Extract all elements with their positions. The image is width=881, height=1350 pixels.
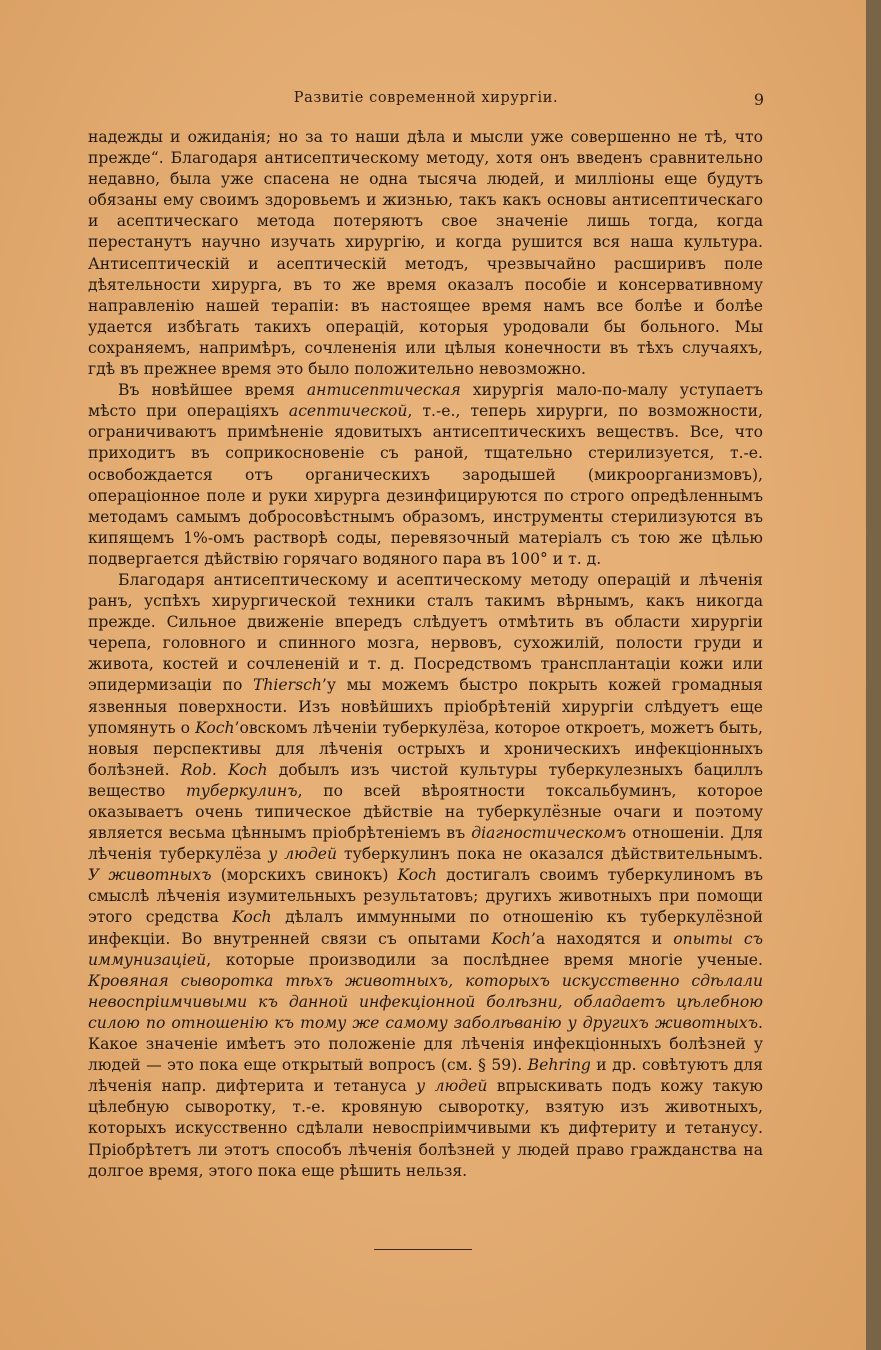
text-run: ’а находятся и [530, 929, 674, 948]
running-title: Развитіе современной хирургіи. [293, 90, 559, 106]
text-run: впрыскивать подъ кожу такую цѣлебную сыворотку, т.-е. кровяную сыворотку, взятую изъ животныхъ, которыхъ искусственно сдѣлали невоспріимчивыми къ дифтериту и тетанусу. Пріобрѣтетъ ли этотъ способъ лѣченія болѣзней у людей право гражданства на долгое время, этого пока еще рѣшить нельзя. [88, 1077, 763, 1180]
page-header [88, 90, 764, 112]
text-run: (морскихъ свинокъ) [211, 866, 398, 885]
text-run: , по всей вѣроятности токсальбуминъ, которое оказываетъ очень типическое дѣйствіе на туберкулёзные очаги и поэтому является весьма цѣннымъ пріобрѣтеніемъ въ [88, 781, 763, 843]
text-run: Благодаря антисептическому и асептическому методу операцій и лѣченія ранъ, успѣхъ хирургической техники сталъ такимъ вѣрнымъ, какъ никогда прежде. Сильное движеніе впередъ слѣдуетъ отмѣтить въ области хирургіи черепа, головного и спинного мозга, нервовъ, сухожилій, полости груди и живота, костей и сочлененій и т. д. Посредствомъ трансплантаціи кожи или эпидермизаціи по [88, 570, 763, 695]
paragraph-1 [88, 127, 763, 380]
text-run: , т.-е., теперь хирурги, по возможности, ограничиваютъ примѣненіе ядовитыхъ антисептическихъ веществъ. Все, что приходитъ въ соприкосновеніе съ раной, тщательно стерилизуется, т.-е. освобождается отъ органическихъ зародышей (микроорганизмовъ), операціонное поле и руки хирурга дезинфицируются по строго опредѣленнымъ методамъ самымъ добросовѣстнымъ образомъ, инструменты стерилизуются въ кипящемъ 1%-омъ растворѣ соды, перевязочный матеріалъ съ тою же цѣлью подвергается дѣйствію горячаго водяного пара въ 100° и т. д. [88, 402, 763, 568]
italic-text-run: асептической [288, 402, 408, 421]
text-run: ’овскомъ лѣченіи туберкулёза, которое откроетъ, можетъ быть, новыя перспективы для лѣченія острыхъ и хроническихъ инфекціонныхъ болѣзней. [88, 718, 763, 779]
text-run: отношеніи. Для лѣченія туберкулёза [88, 824, 763, 864]
italic-text-run: у людей [416, 1077, 488, 1096]
body-text [88, 127, 763, 1182]
italic-text-run: Koch [232, 908, 272, 927]
text-run: . Какое значеніе имѣетъ это положеніе для лѣченія инфекціонныхъ болѣзней у людей — это пока еще открытый вопросъ (см. § 59). [88, 1013, 763, 1075]
italic-text-run: антисептическая [306, 381, 461, 400]
text-run: надежды и ожиданія; но за то наши дѣла и мысли уже совершенно не тѣ, что прежде“. Благодаря антисептическому методу, хотя онъ введенъ сравнительно недавно, была уже спасена не одна тысяча людей, и милліоны еще будутъ обязаны ему своимъ здоровьемъ и жизнью, такъ какъ основы антисептическаго и асептическаго метода потеряютъ свое значеніе лишь тогда, когда перестанутъ научно изучать хирургію, и когда рушится вся наша культура. Антисептическій и асептическій методъ, чрезвычайно расширивъ поле дѣятельности хирурга, въ то же время оказалъ пособіе и консервативному направленію нашей терапіи: въ настоящее время намъ все болѣе и болѣе удается избѣгать такихъ операцій, которыя уродовали бы больного. Мы сохраняемъ, напримѣръ, сочлененія или цѣлыя конечности въ тѣхъ случаяхъ, гдѣ въ прежнее время это было положительно невозможно. [88, 128, 763, 379]
italic-text-run: Behring [527, 1056, 591, 1075]
text-run: ’у мы можемъ быстро покрыть кожей громадныя язвенныя поверхности. Изъ новѣйшихъ пріобрѣтеній хирургіи слѣдуетъ еще упомянуть о [88, 676, 763, 737]
paragraph-2 [88, 380, 763, 570]
paragraph-3 [88, 570, 763, 1182]
text-run: , которые производили за послѣднее время многіе ученые. [206, 950, 763, 969]
italic-text-run: Koch [491, 929, 531, 948]
text-run: хирургія мало-по-малу уступаетъ мѣсто при операціяхъ [88, 381, 763, 421]
italic-text-run: опыты съ иммунизаціей [88, 929, 764, 969]
text-run: достигалъ своимъ туберкулиномъ въ смыслѣ лѣченія изумительныхъ результатовъ; другихъ животныхъ при помощи этого средства [88, 866, 763, 927]
italic-text-run: Koch [195, 718, 235, 737]
text-run: Въ новѣйшее время [118, 381, 307, 400]
italic-text-run: Koch [397, 866, 437, 885]
italic-text-run: Rob. Koch [180, 760, 268, 779]
page-number: 9 [753, 90, 764, 109]
italic-text-run: Кровяная сыворотка тѣхъ животныхъ, которыхъ искусственно сдѣлали невоспріимчивыми къ данной инфекціонной болѣзни, обладаетъ цѣлебною силою по отношенію къ тому же самому заболѣванію у другихъ животныхъ [88, 971, 763, 1032]
text-run: дѣлалъ иммунными по отношенію къ туберкулёзной инфекціи. Во внутренней связи съ опытами [88, 908, 763, 948]
italic-text-run: у людей [268, 845, 338, 864]
italic-text-run: діагностическомъ [471, 824, 627, 843]
end-rule [374, 1249, 472, 1250]
italic-text-run: У животныхъ [88, 866, 212, 885]
page-edge [866, 0, 881, 1350]
italic-text-run: Thiersch [252, 676, 322, 695]
text-run: и др. совѣтуютъ для лѣченія напр. дифтерита и тетануса [88, 1056, 763, 1096]
italic-text-run: туберкулинъ [186, 781, 298, 800]
text-run: добылъ изъ чистой культуры туберкулезныхъ бациллъ вещество [88, 760, 763, 800]
text-run: туберкулинъ пока не оказался дѣйствительнымъ. [337, 845, 763, 864]
